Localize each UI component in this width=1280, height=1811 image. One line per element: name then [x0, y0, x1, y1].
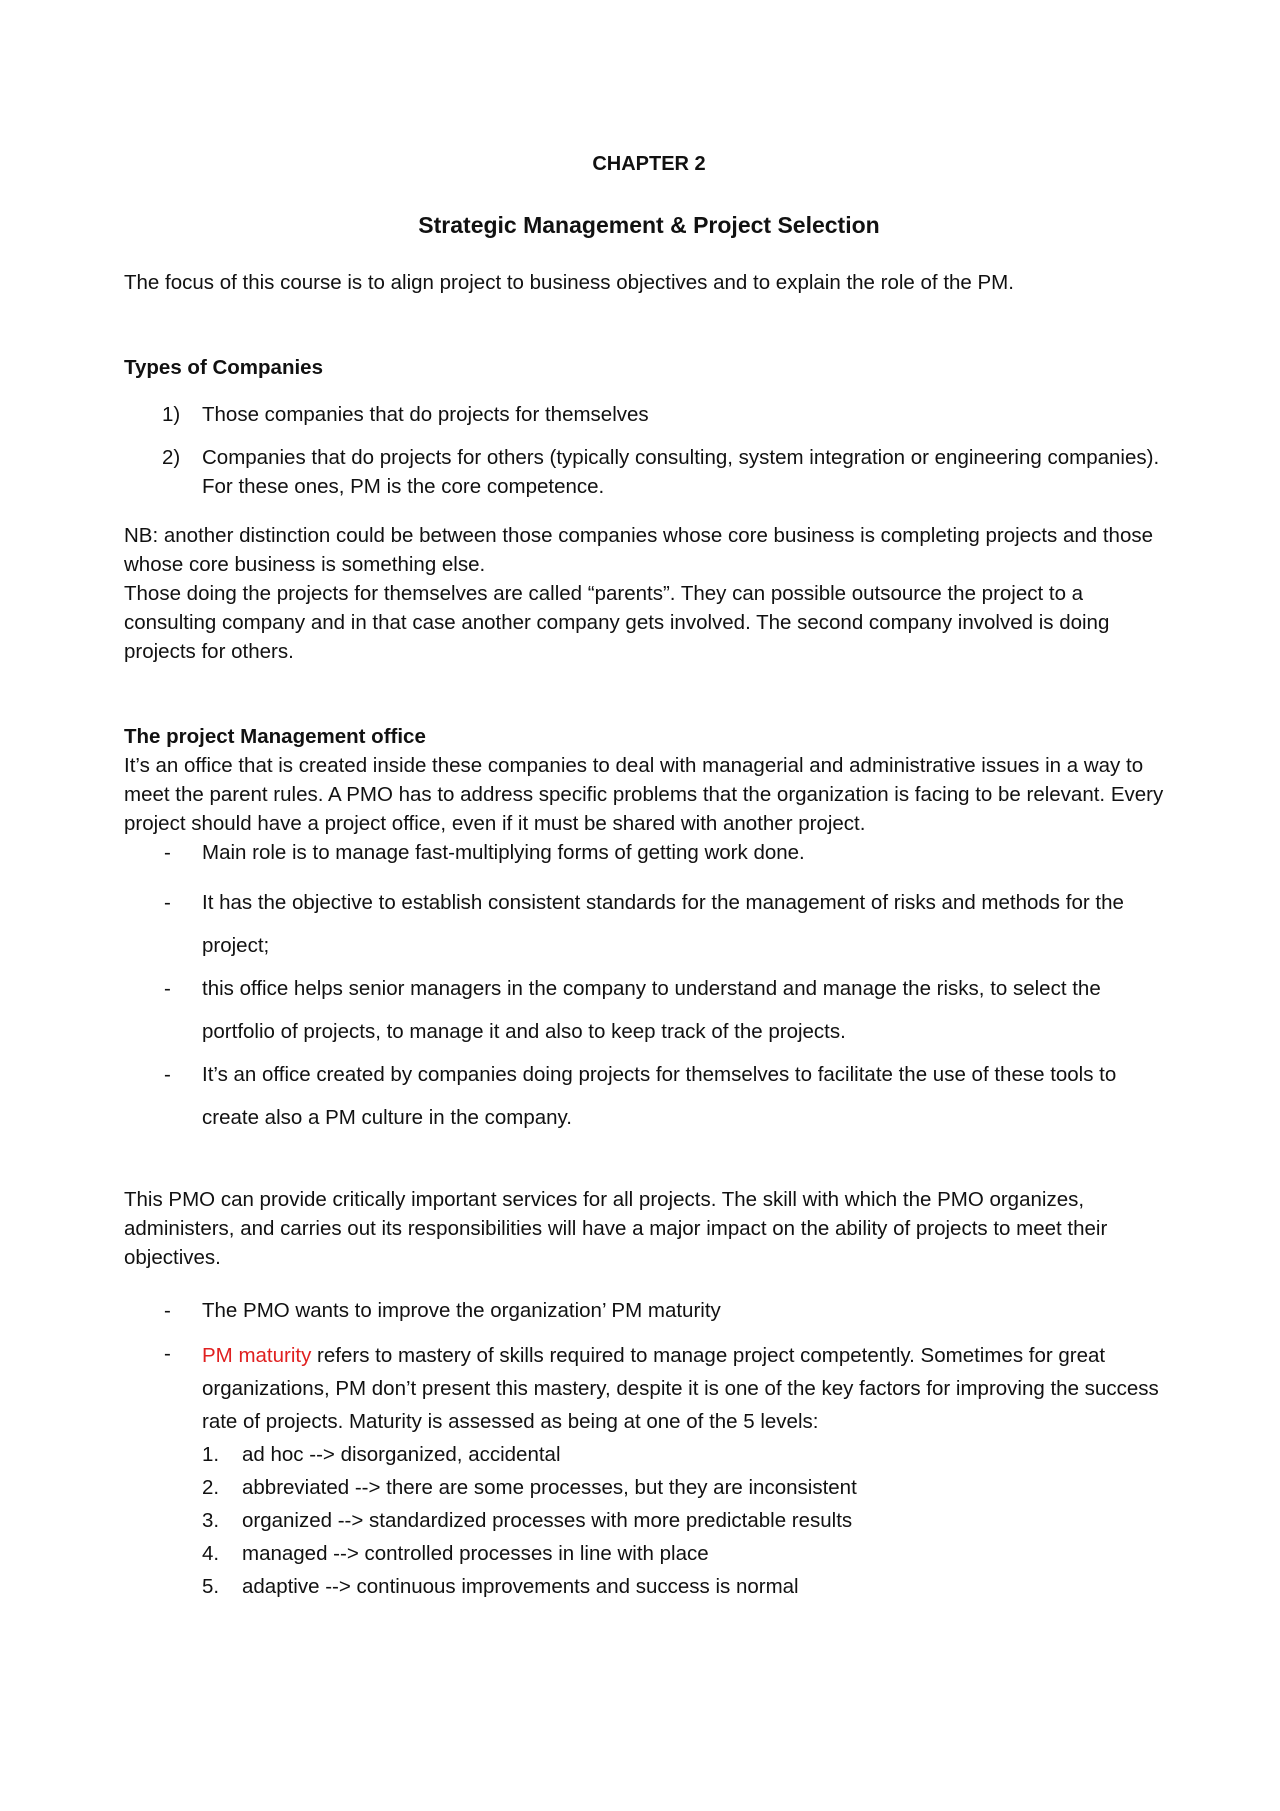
list-item [124, 838, 1174, 867]
list-marker: 3. [202, 1509, 220, 1532]
list-marker: 2. [202, 1476, 220, 1499]
maturity-description [202, 1339, 1174, 1438]
list-item-text: organized --> standardized processes with more predictable results [242, 1509, 853, 1532]
list-item-text: Main role is to manage fast-multiplying forms of getting work done. [202, 841, 805, 864]
list-marker: 2) [162, 446, 181, 469]
pmo-bullet-list [124, 838, 1174, 1139]
list-marker: 5. [202, 1575, 220, 1598]
list-item-text: Those companies that do projects for themselves [202, 403, 649, 426]
pmo-heading: The project Management office [124, 725, 426, 748]
list-item-text: adaptive --> continuous improvements and success is normal [242, 1575, 799, 1598]
maturity-levels-list [202, 1438, 1174, 1603]
list-item [202, 1570, 1174, 1603]
list-item [202, 1471, 1174, 1504]
maturity-term: PM maturity [202, 1344, 312, 1367]
list-marker: 4. [202, 1542, 220, 1565]
list-item-text: abbreviated --> there are some processes, but they are inconsistent [242, 1476, 857, 1499]
list-item [124, 1296, 1174, 1325]
nb-paragraph-1: NB: another distinction could be between those companies whose core business is completing projects and those whose core business is something else. [124, 524, 1154, 576]
bullet-marker: - [164, 841, 171, 864]
list-item-text: managed --> controlled processes in line with place [242, 1542, 709, 1565]
bullet-marker: - [164, 1342, 171, 1365]
list-item [124, 967, 1174, 1053]
list-item-text: this office helps senior managers in the company to understand and manage the risks, to select the portfolio of projects, to manage it and also to keep track of the projects. [202, 977, 1101, 1043]
pmo-paragraph: It’s an office that is created inside these companies to deal with managerial and administrative issues in a way to meet the parent rules. A PMO has to address specific problems that the organization is facing to be relevant. Every project should have a project office, even if it must be shared with another project. [124, 754, 1164, 835]
bullet-marker: - [164, 1299, 171, 1322]
list-item [202, 1438, 1174, 1471]
list-item [202, 1504, 1174, 1537]
list-item-text: ad hoc --> disorganized, accidental [242, 1443, 561, 1466]
list-item-text: It has the objective to establish consistent standards for the management of risks and methods for the project; [202, 891, 1124, 957]
chapter-label: CHAPTER 2 [592, 153, 706, 175]
document-page [124, 150, 1174, 1617]
nb-paragraph-2: Those doing the projects for themselves are called “parents”. They can possible outsource the project to a consulting company and in that case another company gets involved. The second company involved is doing projects for others. [124, 582, 1110, 663]
list-item [124, 1053, 1174, 1139]
list-item [124, 443, 1174, 501]
intro-paragraph: The focus of this course is to align project to business objectives and to explain the role of the PM. [124, 271, 1014, 294]
page-title: Strategic Management & Project Selection [418, 212, 880, 238]
services-paragraph: This PMO can provide critically important services for all projects. The skill with which the PMO organizes, administers, and carries out its responsibilities will have a major impact on the ability of projects to meet their objectives. [124, 1188, 1108, 1269]
list-item [124, 400, 1174, 429]
list-item-text: The PMO wants to improve the organization’ PM maturity [202, 1299, 721, 1322]
bullet-marker: - [164, 891, 171, 914]
list-marker: 1. [202, 1443, 220, 1466]
types-list [124, 400, 1174, 501]
list-item-text: Companies that do projects for others (typically consulting, system integration or engineering companies). For these ones, PM is the core competence. [202, 446, 1160, 498]
bullet-marker: - [164, 977, 171, 1000]
maturity-definition: refers to mastery of skills required to manage project competently. Sometimes for great organizations, PM don’t present this mastery, despite it is one of the key factors for improving the success rate of projects. Maturity is assessed as being at one of the 5 levels: [202, 1344, 1159, 1433]
list-item [202, 1537, 1174, 1570]
list-item-text: It’s an office created by companies doing projects for themselves to facilitate the use of these tools to create also a PM culture in the company. [202, 1063, 1117, 1129]
bullet-marker: - [164, 1063, 171, 1086]
list-item [124, 1339, 1174, 1603]
list-item [124, 881, 1174, 967]
maturity-bullet-list [124, 1296, 1174, 1603]
types-heading: Types of Companies [124, 356, 323, 379]
list-marker: 1) [162, 403, 181, 426]
